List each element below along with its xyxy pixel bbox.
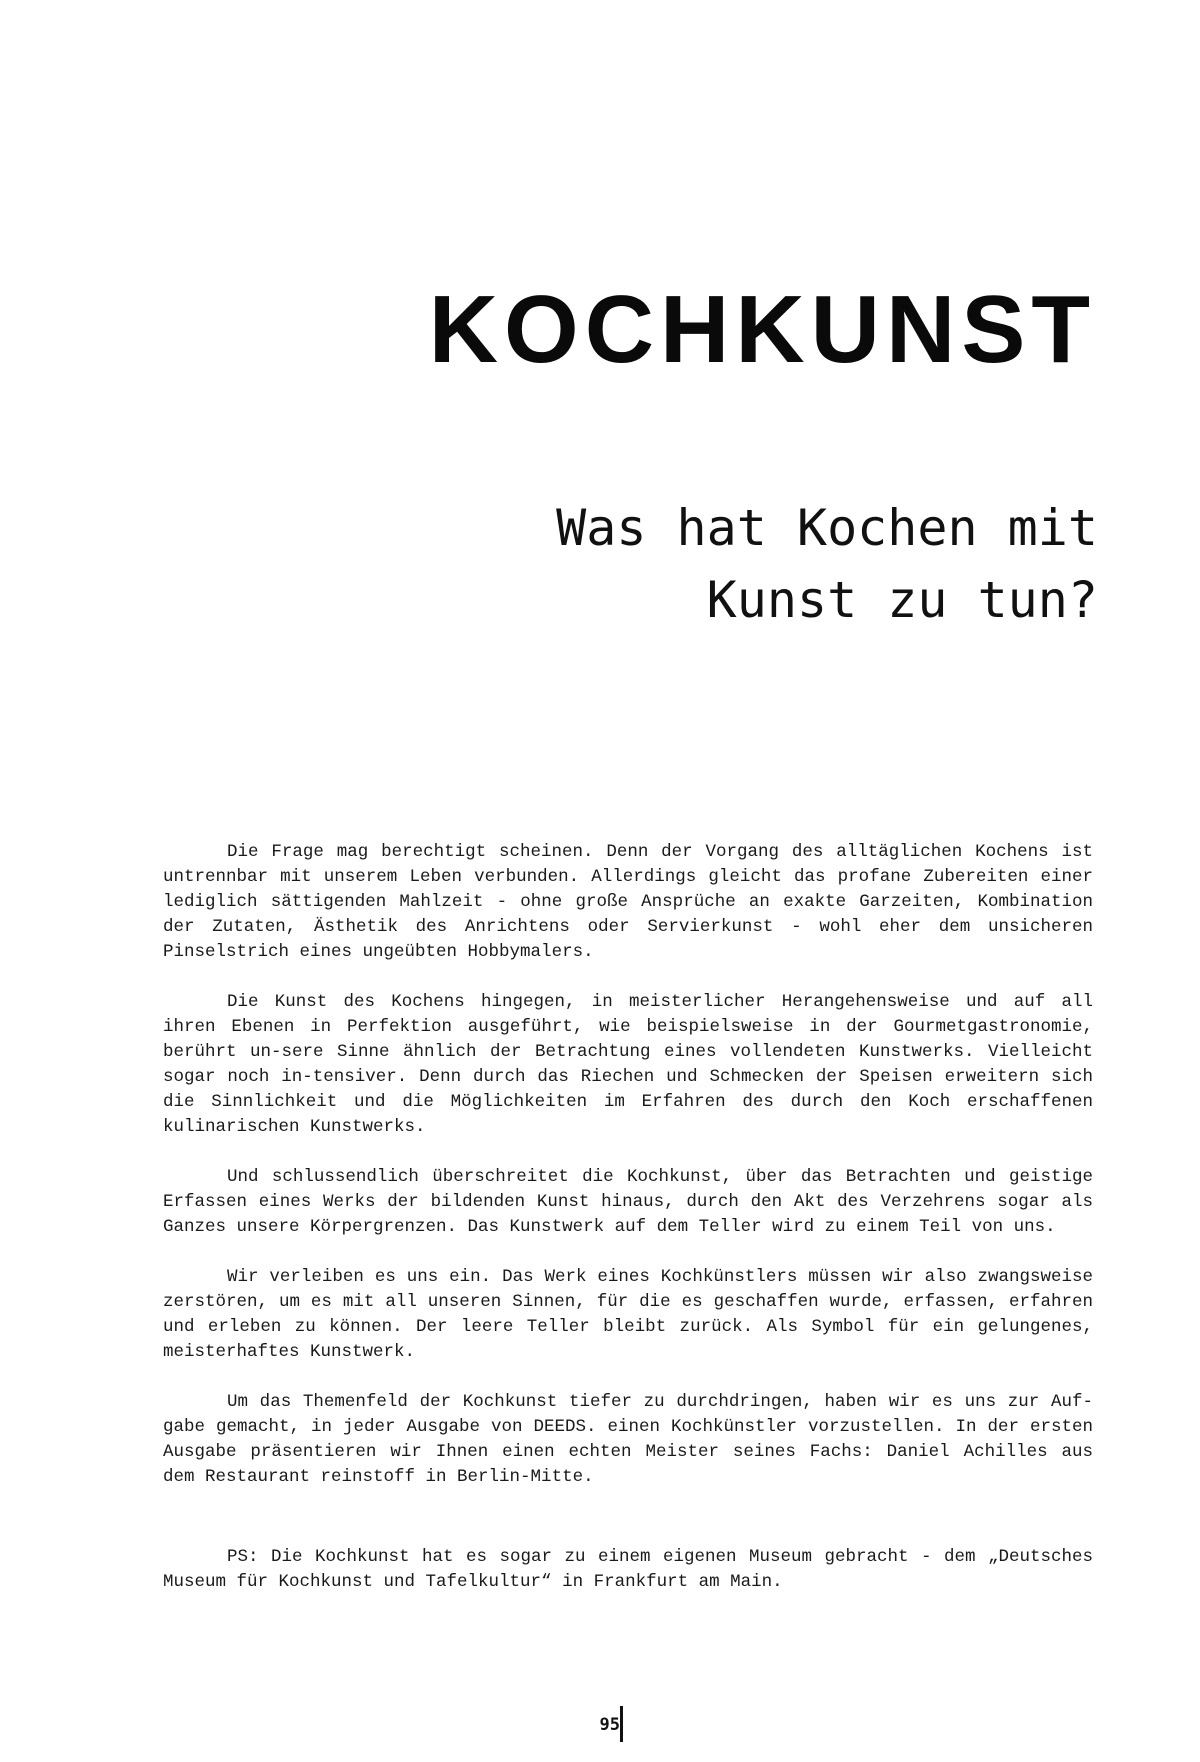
body-paragraph-1: Die Frage mag berechtigt scheinen. Denn der Vorgang des alltäglichen Kochens ist untrennbar mit unserem Leben verbunden. Allerdings gleicht das profane Zubereiten einer lediglich sättigenden Mahlzeit - ohne große Ansprüche an exakte Garzeiten, Kombination der Zutaten, Ästhetik des Anrichtens oder Servierkunst - wohl eher dem unsicheren Pinselstrich eines ungeübten Hobbymalers. — [163, 842, 1093, 962]
body-paragraph-4: Wir verleiben es uns ein. Das Werk eines Kochkünstlers müssen wir also zwangsweise zerstören, um es mit all unseren Sinnen, für die es geschaffen wurde, erfassen, erfahren und erleben zu können. Der leere Teller bleibt zurück. Als Symbol für ein gelungenes, meisterhaftes Kunstwerk. — [163, 1267, 1093, 1362]
body-paragraph-5: Um das Themenfeld der Kochkunst tiefer zu durchdringen, haben wir es uns zur Auf-gabe gemacht, in jeder Ausgabe von DEEDS. einen Kochkünstler vorzustellen. In der ersten Ausgabe präsentieren wir Ihnen einen echten Meister seines Fachs: Daniel Achilles aus dem Restaurant reinstoff in Berlin-Mitte. — [163, 1392, 1093, 1487]
article-title: KOCHKUNST — [428, 276, 1096, 383]
page-number: 95 — [599, 1715, 620, 1735]
page-number-rule — [620, 1706, 623, 1742]
subtitle-line-1: Was hat Kochen mit — [556, 499, 1098, 557]
postscript-paragraph: PS: Die Kochkunst hat es sogar zu einem eigenen Museum gebracht - dem „Deutsches Museum für Kochkunst und Tafelkultur“ in Frankfurt am Main. — [163, 1547, 1093, 1592]
body-paragraph-3: Und schlussendlich überschreitet die Kochkunst, über das Betrachten und geistige Erfassen eines Werks der bildenden Kunst hinaus, durch den Akt des Verzehrens sogar als Ganzes unsere Körpergrenzen. Das Kunstwerk auf dem Teller wird zu einem Teil von uns. — [163, 1167, 1093, 1237]
subtitle-line-2: Kunst zu tun? — [706, 571, 1098, 629]
body-paragraph-2: Die Kunst des Kochens hingegen, in meisterlicher Herangehensweise und auf all ihren Ebenen in Perfektion ausgeführt, wie beispielsweise in der Gourmetgastronomie, berührt un-sere Sinne ähnlich der Betrachtung eines vollendeten Kunstwerks. Vielleicht sogar noch in-tensiver. Denn durch das Riechen und Schmecken der Speisen erweitern sich die Sinnlichkeit und die Möglichkeiten im Erfahren des durch den Koch erschaffenen kulinarischen Kunstwerks. — [163, 992, 1093, 1137]
article-subtitle — [398, 492, 1098, 636]
article-body — [163, 840, 1093, 1620]
